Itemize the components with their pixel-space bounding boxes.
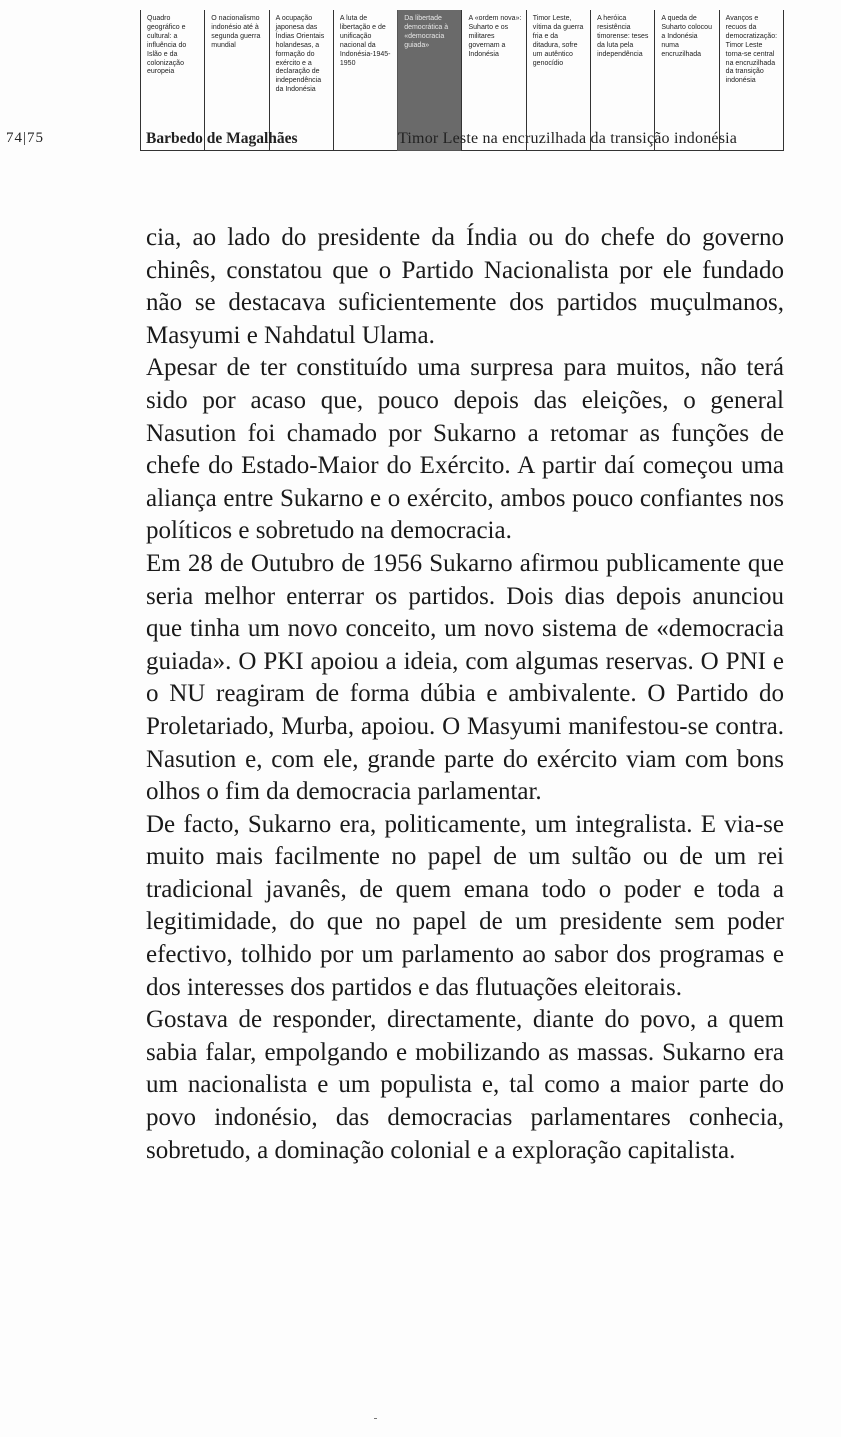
chapter-tab-9: A queda de Suharto colocou a Indonésia numa encruzilhada [654,10,718,151]
chapter-tab-7: Timor Leste, vítima da guerra fria e da ditadura, sofre um autêntico genocídio [526,10,590,151]
chapter-tab-6: A «ordem nova»: Suharto e os militares governam a Indonésia [461,10,525,151]
paragraph: De facto, Sukarno era, politicamente, um integralista. E via-se muito mais facilmente no papel de um sultão ou de um rei tradicional javanês, de quem emana todo o poder e toda a legitimidade, do que no papel de um presidente sem poder efectivo, tolhido por um parlamento ao sabor dos programas e dos interesses dos partidos e das flutuações eleitorais. [146,810,784,1001]
chapter-tab-3: A ocupação japonesa das Índias Orientais holandesas, a formação do exército e a declaração de independência da Indonésia [269,10,333,151]
chapter-tab-4: A luta de libertação e de unificação nacional da Indonésia-1945-1950 [333,10,397,151]
chapter-tab-10: Avanços e recuos da democratização: Timor Leste torna-se central na encruzilhada da transição indonésia [719,10,784,151]
paragraph: Em 28 de Outubro de 1956 Sukarno afirmou publicamente que seria melhor enterrar os partidos. Dois dias depois anunciou que tinha um novo conceito, um novo sistema de «democracia guiada». O PKI apoiou a ideia, com algumas reservas. O PNI e o NU reagiram de forma dúbia e ambivalente. O Partido do Proletariado, Murba, apoiou. O Masyumi manifestou-se contra. Nasution e, com ele, grande parte do exército viam com bons olhos o fim da democracia parlamentar. [146,549,784,806]
paragraph: cia, ao lado do presidente da Índia ou do chefe do governo chinês, constatou que o Partido Nacionalista por ele fundado não se destacava suficientemente dos partidos muçulmanos, Masyumi e Nahdatul Ulama. [146,224,784,349]
running-head [0,130,841,160]
paragraph: Gostava de responder, directamente, diante do povo, a quem sabia falar, empolgando e mobilizando as massas. Sukarno era um nacionalista e um populista e, tal como a maior parte do povo indonésio, das democracias parlamentares conhecia, sobretudo, a dominação colonial e a exploração capitalista. [146,1006,784,1164]
chapter-tab-2: O nacionalismo indonésio até à segunda guerra mundial [204,10,268,151]
author-name: Barbedo de Magalhães [146,130,298,147]
page-numbers: 74|75 [6,130,45,146]
book-title: Timor Leste na encruzilhada da transição indonésia [398,130,738,147]
chapter-tab-8: A heróica resistência timorense: teses da luta pela independência [590,10,654,151]
chapter-tab-5-current: Da libertade democrática à «democracia guiada» [397,10,461,151]
paragraph: Apesar de ter constituído uma surpresa para muitos, não terá sido por acaso que, pouco depois das eleições, o general Nasution foi chamado por Sukarno a retomar as funções de chefe do Estado-Maior do Exército. A partir daí começou uma aliança entre Sukarno e o exército, ambos pouco confiantes nos políticos e sobretudo na democracia. [146,354,784,545]
footer-mark [374,1418,377,1419]
body-text [146,222,784,1167]
chapter-tab-1: Quadro geográfico e cultural: a influência do Islão e da colonização europeia [140,10,204,151]
